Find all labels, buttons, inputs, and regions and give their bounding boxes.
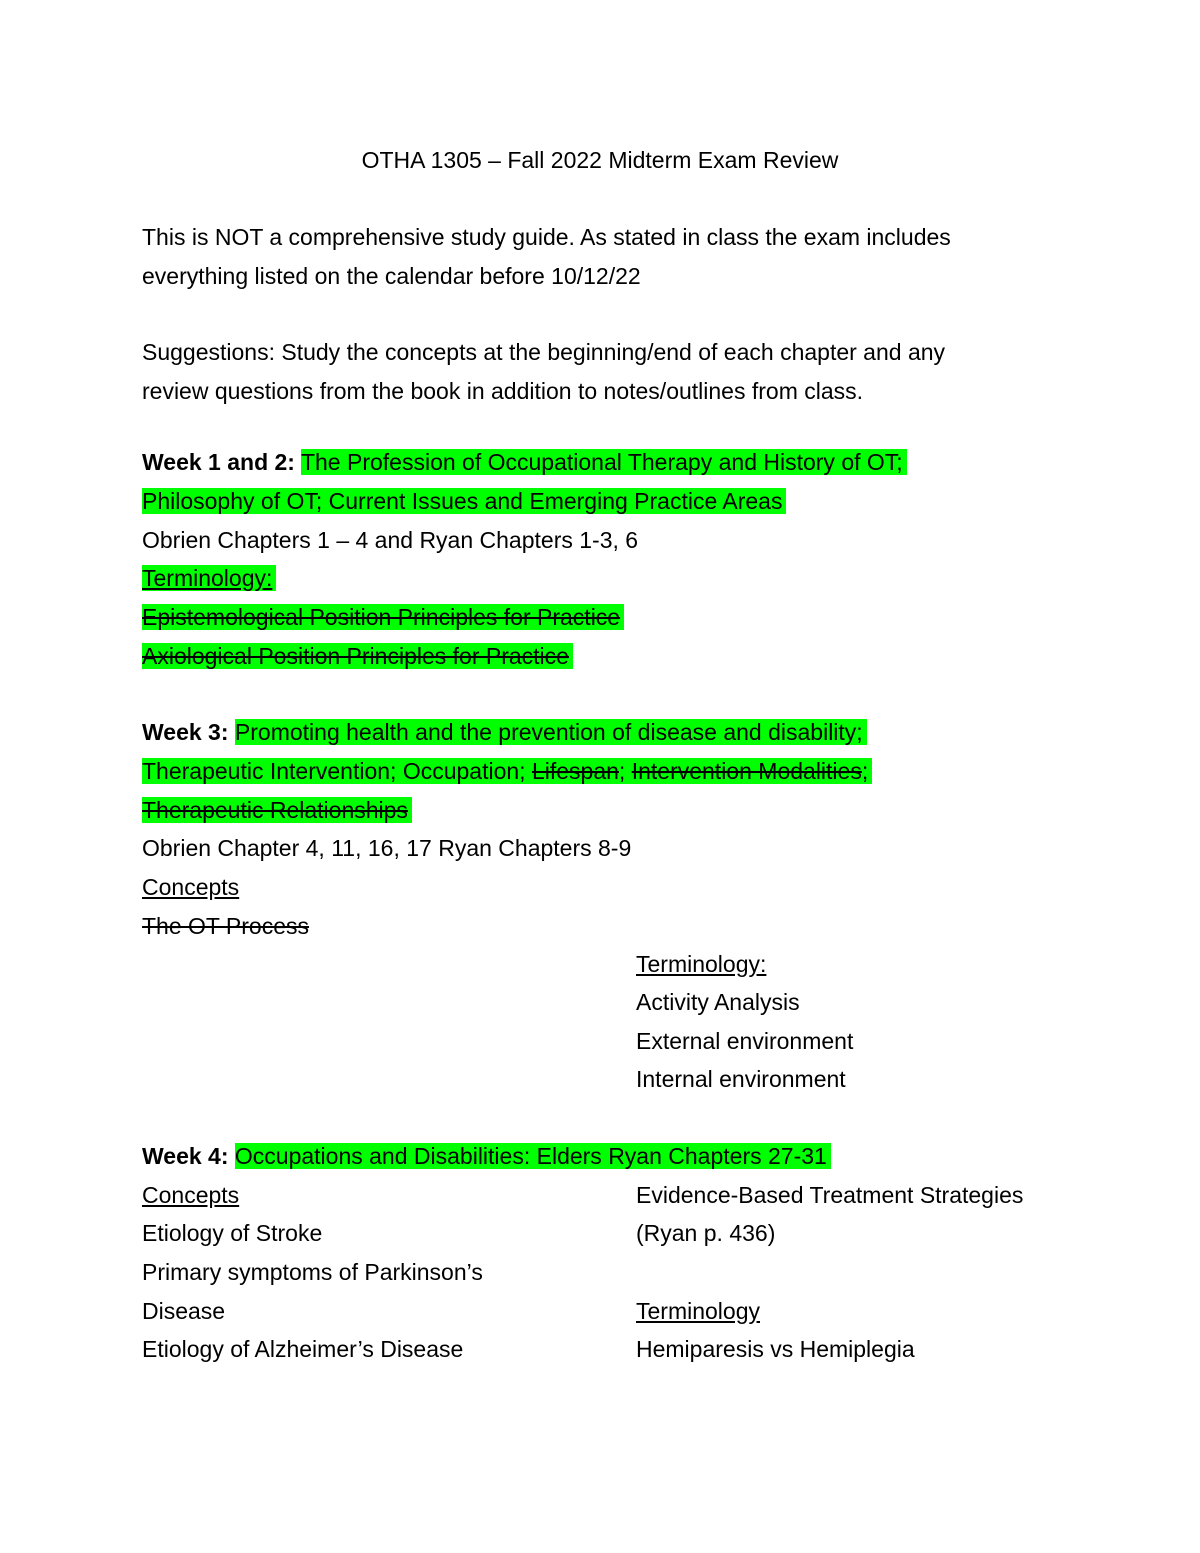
week12-topic-line2-row [142,486,786,516]
week3-heading [142,717,867,747]
week4-concept-2: Primary symptoms of Parkinson’s [142,1259,483,1285]
week4-concept-3: Disease [142,1298,226,1324]
week12-topic-line1: The Profession of Occupational Therapy and History of OT; [301,449,907,475]
week3-topic-line3-row [142,795,412,825]
week12-topic-line2: Philosophy of OT; Current Issues and Emerging Practice Areas [142,488,786,514]
week3-term-2: External environment [636,1028,854,1054]
week12-term-1: Epistemological Position Principles for Practice [142,604,624,630]
intro-line-2: everything listed on the calendar before 10/12/22 [142,263,641,289]
week12-label: Week 1 and 2: [142,449,295,475]
week4-concepts-label: Concepts [142,1182,240,1208]
week4-right-line-1: Evidence-Based Treatment Strategies [636,1182,1024,1208]
week3-concepts-label: Concepts [142,874,240,900]
week12-term-2: Axiological Position Principles for Practice [142,643,573,669]
week12-term-row-2 [142,641,573,671]
week12-chapters: Obrien Chapters 1 – 4 and Ryan Chapters 1-3, 6 [142,527,639,553]
week3-topic-line1: Promoting health and the prevention of disease and disability; [235,719,867,745]
intro-line-1: This is NOT a comprehensive study guide. As stated in class the exam includes [142,224,951,250]
week4-label: Week 4: [142,1143,229,1169]
week3-label: Week 3: [142,719,229,745]
suggestions-line-2: review questions from the book in addition to notes/outlines from class. [142,378,864,404]
week3-topic-line2-a: Therapeutic Intervention; Occupation; [142,758,532,784]
week3-term-3: Internal environment [636,1066,846,1092]
week12-heading [142,447,907,477]
document-title: OTHA 1305 – Fall 2022 Midterm Exam Review [361,147,839,173]
week3-chapters: Obrien Chapter 4, 11, 16, 17 Ryan Chapters 8-9 [142,835,632,861]
week3-term-1: Activity Analysis [636,989,800,1015]
week12-terminology-row [142,563,276,593]
week12-terminology-label: Terminology: [142,565,276,591]
week4-right-line-2: (Ryan p. 436) [636,1220,776,1246]
week3-topic-line2-e: ; [862,758,872,784]
week3-topic-therapeutic-relationships: Therapeutic Relationships [142,797,412,823]
week3-concept-1: The OT Process [142,913,310,939]
week3-topic-lifespan: Lifespan [531,758,619,784]
week12-term-row-1 [142,602,624,632]
week3-topic-intervention-modalities: Intervention Modalities [631,758,862,784]
week4-concept-4: Etiology of Alzheimer’s Disease [142,1336,464,1362]
suggestions-line-1: Suggestions: Study the concepts at the beginning/end of each chapter and any [142,339,946,365]
week3-terminology-label: Terminology: [636,951,767,977]
week4-topic: Occupations and Disabilities: Elders Ryan Chapters 27-31 [235,1143,831,1169]
week4-term-1: Hemiparesis vs Hemiplegia [636,1336,915,1362]
week4-concept-1: Etiology of Stroke [142,1220,323,1246]
week4-terminology-label: Terminology [636,1298,760,1324]
week3-topic-line2-c: ; [618,758,632,784]
week4-heading [142,1141,831,1171]
week3-topic-line2-row [142,756,872,786]
